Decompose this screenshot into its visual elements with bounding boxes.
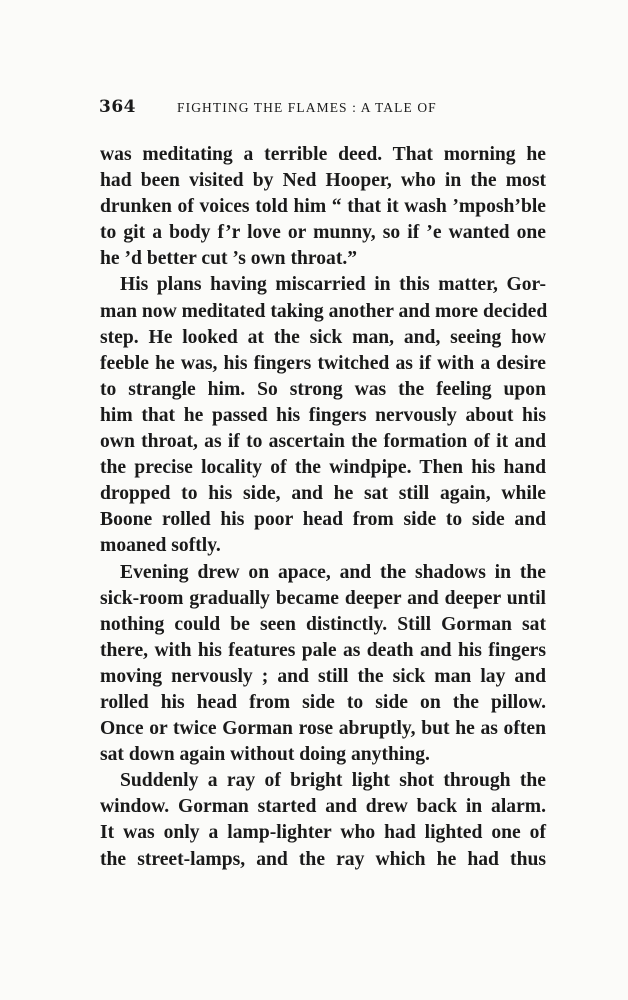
text-line: own throat, as if to ascertain the formation of it and xyxy=(100,431,546,453)
paragraph-3 xyxy=(100,560,546,769)
paragraph-1 xyxy=(100,142,546,272)
text-line: feeble he was, his fingers twitched as if with a desire xyxy=(100,352,546,374)
text-line: there, with his features pale as death and his fingers xyxy=(100,639,546,661)
text-line: window. Gorman started and drew back in alarm. xyxy=(100,796,546,818)
text-line: to git a body f’r love or munny, so if ’e wanted one xyxy=(100,222,546,244)
text-line: drunken of voices told him “ that it wash ’mposh’ble xyxy=(100,196,546,218)
text-line: he ’d better cut ’s own throat.” xyxy=(100,248,358,270)
text-line: sat down again without doing anything. xyxy=(100,744,430,766)
text-line: moaned softly. xyxy=(100,535,221,557)
text-line: had been visited by Ned Hooper, who in the most xyxy=(100,170,546,192)
text-line: dropped to his side, and he sat still again, while xyxy=(100,483,546,505)
text-line: Once or twice Gorman rose abruptly, but he as often xyxy=(100,718,546,740)
text-line: Evening drew on apace, and the shadows in the xyxy=(120,561,546,583)
paragraph-4 xyxy=(100,768,546,872)
text-line: nothing could be seen distinctly. Still Gorman sat xyxy=(100,613,546,635)
text-line: the street-lamps, and the ray which he had thus xyxy=(100,848,546,870)
text-line: him that he passed his fingers nervously about his xyxy=(100,404,546,426)
text-line: the precise locality of the windpipe. Then his hand xyxy=(100,457,546,479)
text-line: to strangle him. So strong was the feeling upon xyxy=(100,378,546,400)
text-line: step. He looked at the sick man, and, seeing how xyxy=(100,326,546,348)
text-line: sick-room gradually became deeper and deeper until xyxy=(100,587,546,609)
text-line: His plans having miscarried in this matter, Gor- xyxy=(120,274,546,296)
text-line: Suddenly a ray of bright light shot through the xyxy=(120,770,546,792)
text-line: moving nervously ; and still the sick man lay and xyxy=(100,665,546,687)
text-line: was meditating a terrible deed. That morning he xyxy=(100,144,546,165)
text-line: Boone rolled his poor head from side to side and xyxy=(100,509,546,531)
text-line: rolled his head from side to side on the pillow. xyxy=(100,691,546,713)
running-head xyxy=(99,97,539,117)
text-line: It was only a lamp-lighter who had lighted one of xyxy=(100,822,546,844)
running-title: FIGHTING THE FLAMES : A TALE OF xyxy=(177,100,437,115)
paragraph-2 xyxy=(100,272,546,559)
body-text xyxy=(100,142,546,873)
page-number: 364 xyxy=(99,97,136,117)
text-line: man now meditated taking another and more decided xyxy=(100,300,548,322)
